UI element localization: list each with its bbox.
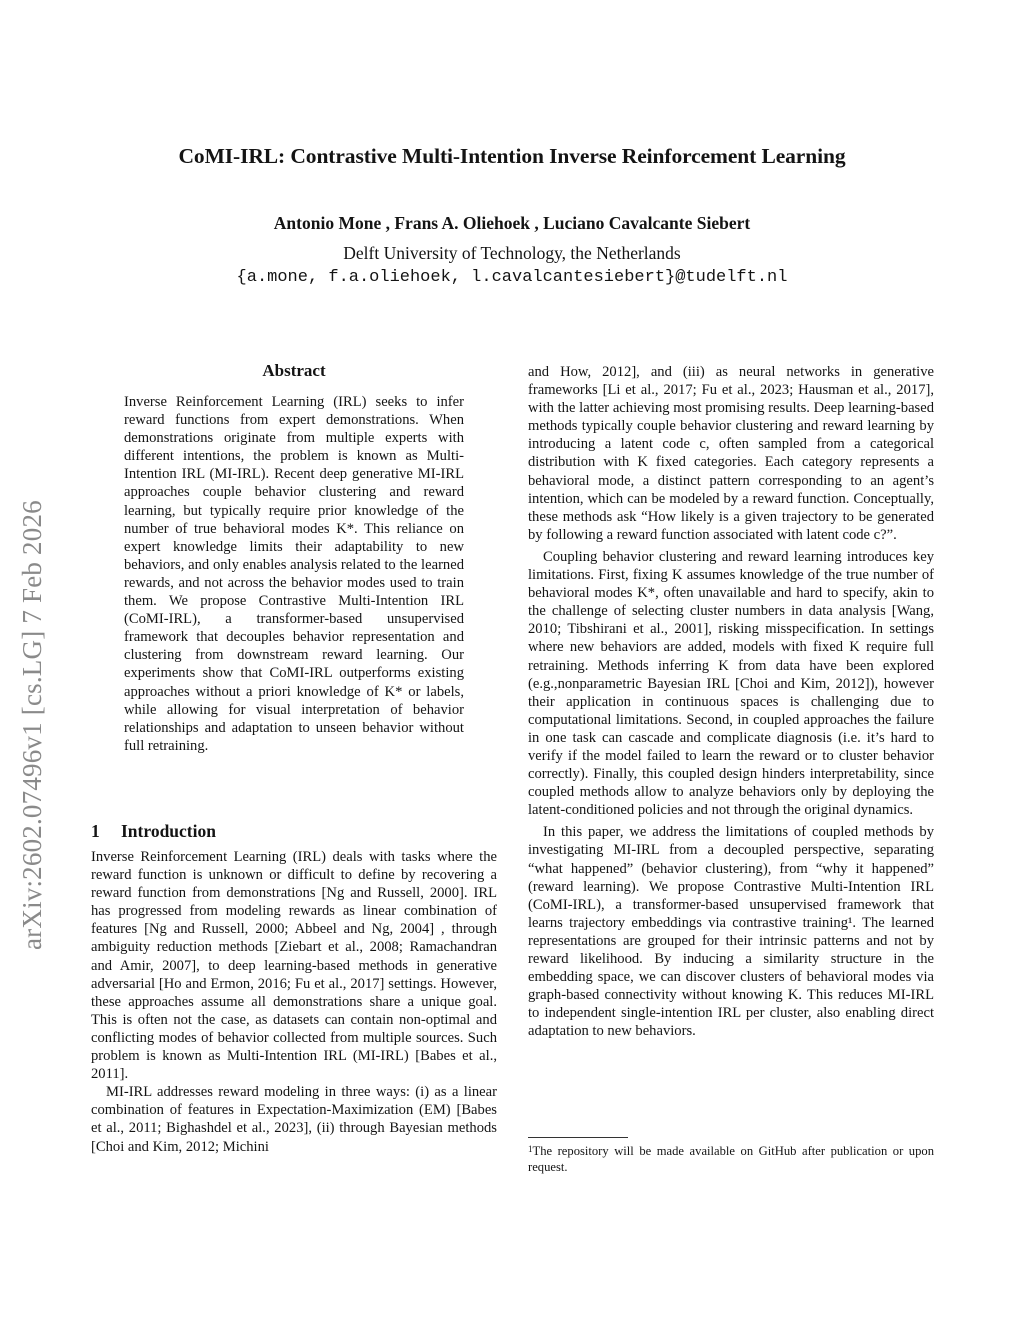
footnote-text: The repository will be made available on GitHub after publication or upon request.: [528, 1144, 934, 1174]
section-number: 1: [91, 821, 100, 841]
paper-title: CoMI-IRL: Contrastive Multi-Intention Inverse Reinforcement Learning: [178, 144, 846, 168]
abstract-heading: Abstract: [262, 361, 326, 380]
footnote: [528, 1143, 934, 1175]
abstract-body: Inverse Reinforcement Learning (IRL) seeks to infer reward functions from expert demonstrations. When demonstrations originate from multiple experts with different intentions, the problem is known as Multi-Intention IRL (MI-IRL). Recent deep generative MI-IRL approaches couple behavior clustering and reward learning, but typically require prior knowledge of the number of true behavioral modes K*. This reliance on expert knowledge limits their adaptability to new behaviors, and only enables analysis related to the learned rewards, and not across the behavior modes used to train them. We propose Contrastive Multi-Intention IRL (CoMI-IRL), a transformer-based unsupervised framework that decouples behavior representation and clustering from downstream reward learning. Our experiments show that CoMI-IRL outperforms existing approaches without a priori knowledge of K* or labels, while allowing for visual interpretation of behavior relationships and adaptation to unseen behavior without full retraining.: [124, 394, 464, 754]
section-title: Introduction: [121, 821, 216, 841]
footnote-rule: [528, 1137, 628, 1138]
left-column-text: [91, 848, 497, 1156]
section-heading: [91, 821, 216, 842]
right-column-text: [528, 363, 934, 1040]
affiliation: Delft University of Technology, the Netherlands: [343, 243, 681, 263]
author-emails: {a.mone, f.a.oliehoek, l.cavalcantesiebert}@tudelft.nl: [236, 268, 788, 287]
intro-paragraph-2: MI-IRL addresses reward modeling in three ways: (i) as a linear combination of features in Expectation-Maximization (EM) [Babes et al., 2011; Bighashdel et al., 2023], (ii) through Bayesian methods [Choi and Kim, 2012; Michini: [91, 1084, 497, 1155]
intro-paragraph-4: In this paper, we address the limitations of coupled methods by investigating MI-IRL from a decoupled perspective, separating “what happened” (behavior clustering), from “why it happened” (reward learning). We propose Contrastive Multi-Intention IRL (CoMI-IRL), a transformer-based unsupervised framework that learns trajectory embeddings via contrastive training¹. The learned representations are grouped for their intrinsic patterns and not by reward likelihood. By inducing a similarity structure in the embedding space, we can discover clusters of behavioral modes via graph-based connectivity without knowing K. This reduces MI-IRL to independent single-intention IRL per cluster, also enabling direct adaptation to new behaviors.: [528, 824, 934, 1040]
author-list: Antonio Mone , Frans A. Oliehoek , Luciano Cavalcante Siebert: [273, 213, 751, 233]
intro-paragraph-3: Coupling behavior clustering and reward learning introduces key limitations. First, fixing K assumes knowledge of the true number of behavioral modes K*, often unavailable and hard to specify, akin to the challenge of selecting cluster numbers in data analysis [Wang, 2010; Tibshirani et al., 2001], risking misspecification. In settings where new behaviors are added, models with fixed K require full retraining. Methods inferring K from data have been explored (e.g.,nonparametric Bayesian IRL [Choi and Kim, 2012]), however their application in continuous spaces is challenging due to computational limitations. Second, in coupled approaches the failure in one task can cascade and complicate diagnosis (i.e. it’s hard to verify if the model failed to learn the reward or to cluster behavior correctly). Finally, this coupled design hinders interpretability, since coupled methods allow to analyze behaviors only by deploying the latent-conditioned policies and not through the original dynamics.: [528, 548, 934, 819]
intro-paragraph-1: Inverse Reinforcement Learning (IRL) deals with tasks where the reward function is unknown or difficult to define by recovering a reward function from demonstrations [Ng and Russell, 2000]. IRL has progressed from modeling rewards as linear combination of features [Ng and Russell, 2000; Abbeel and Ng, 2004] , through ambiguity reduction methods [Ziebart et al., 2008; Ramachandran and Amir, 2007], to deep learning-based methods in generative adversarial [Ho and Ermon, 2016; Fu et al., 2017] settings. However, these approaches assume all demonstrations share a unique goal. This is often not the case, as datasets can contain non-optimal and conflicting modes of behavior collected from multiple sources. Such problem is known as Multi-Intention IRL (MI-IRL) [Babes et al., 2011].: [91, 849, 497, 1083]
arxiv-stamp: [12, 380, 52, 950]
arxiv-stamp-text: arXiv:2602.07496v1 [cs.LG] 7 Feb 2026: [17, 500, 47, 950]
footnote-marker: 1: [528, 1144, 533, 1154]
intro-paragraph-2-continued: and How, 2012], and (iii) as neural networks in generative frameworks [Li et al., 2017; Fu et al., 2023; Hausman et al., 2017], with the latter achieving most promising results. Deep learning-based methods typically couple behavior clustering and reward learning by introducing a latent code c, often sampled from a categorical distribution with K fixed categories. Each category represents a behavioral mode, a distinct pattern corresponding to an agent’s intention, which can be modeled by a reward function. Conceptually, these methods ask “How likely is a given trajectory to be generated by following a reward function associated with latent code c?”.: [528, 364, 934, 543]
